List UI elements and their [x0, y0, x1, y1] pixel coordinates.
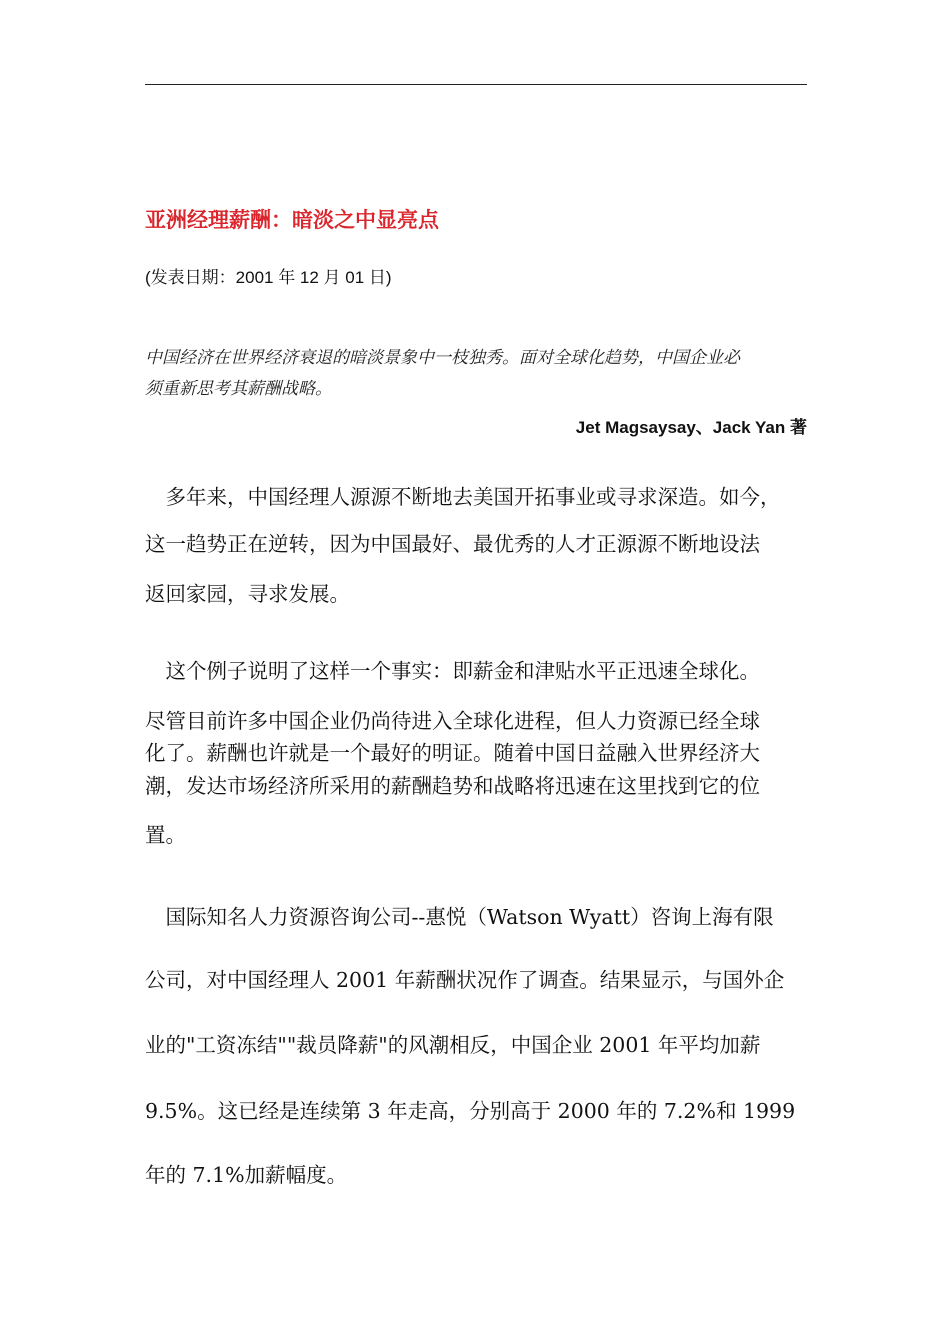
paragraph-line: 公司，对中国经理人 2001 年薪酬状况作了调查。结果显示，与国外企 — [145, 968, 785, 992]
lead-line: 须重新思考其薪酬战略。 — [145, 379, 332, 399]
lead-line: 中国经济在世界经济衰退的暗淡景象中一枝独秀。面对全球化趋势，中国企业必 — [145, 348, 740, 368]
paragraph-line: 年的 7.1%加薪幅度。 — [145, 1163, 348, 1187]
paragraph-line: 尽管目前许多中国企业仍尚待进入全球化进程，但人力资源已经全球 — [145, 709, 760, 733]
paragraph-line: 这一趋势正在逆转，因为中国最好、最优秀的人才正源源不断地设法 — [145, 532, 760, 556]
paragraph-line: 国际知名人力资源咨询公司--惠悦（Watson Wyatt）咨询上海有限 — [145, 905, 774, 929]
lead-summary — [145, 343, 807, 405]
paragraph-line: 业的"工资冻结""裁员降薪"的风潮相反，中国企业 2001 年平均加薪 — [145, 1033, 761, 1057]
paragraph-line: 9.5%。这已经是连续第 3 年走高，分别高于 2000 年的 7.2%和 1999 — [145, 1099, 796, 1123]
article-title: 亚洲经理薪酬：暗淡之中显亮点 — [145, 208, 439, 232]
paragraph-line: 返回家园，寻求发展。 — [145, 582, 350, 606]
paragraph-line: 多年来，中国经理人源源不断地去美国开拓事业或寻求深造。如今， — [145, 485, 781, 509]
paragraph-line: 潮，发达市场经济所采用的薪酬趋势和战略将迅速在这里找到它的位 — [145, 774, 760, 798]
author-byline: Jet Magsaysay、Jack Yan 著 — [575, 418, 807, 437]
paragraph-line: 这个例子说明了这样一个事实：即薪金和津贴水平正迅速全球化。 — [145, 659, 760, 683]
publication-date: (发表日期：2001 年 12 月 01 日) — [145, 268, 392, 287]
header-rule — [145, 84, 807, 85]
paragraph-line: 化了。薪酬也许就是一个最好的明证。随着中国日益融入世界经济大 — [145, 741, 760, 765]
paragraph-line: 置。 — [145, 823, 186, 847]
